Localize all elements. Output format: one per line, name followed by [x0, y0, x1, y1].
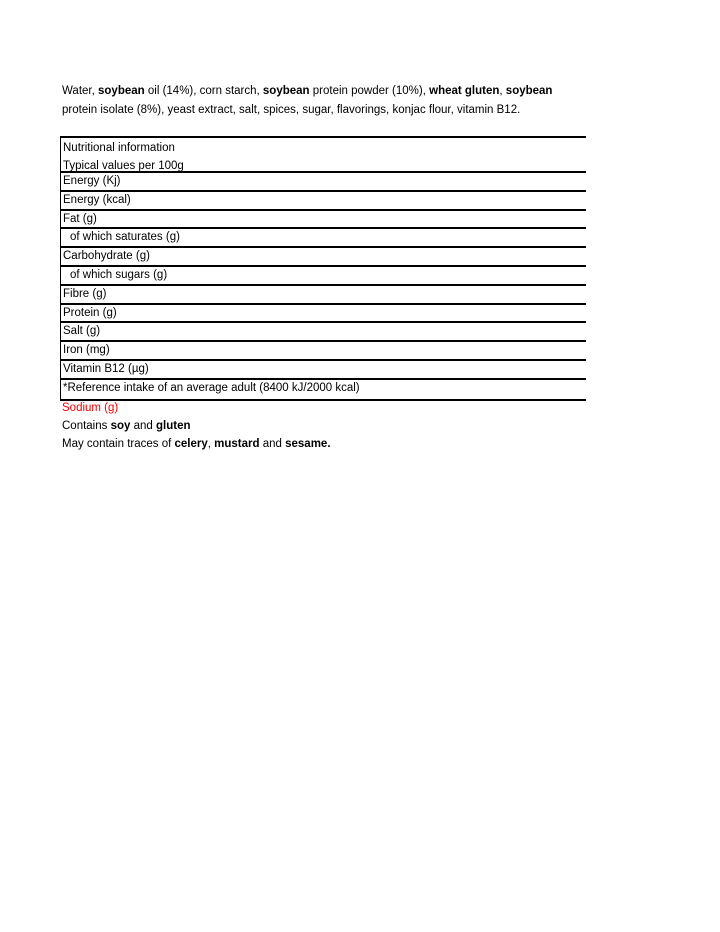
allergen-sesame: sesame.	[285, 438, 331, 450]
nutrition-footnote: *Reference intake of an average adult (8400 kJ/2000 kcal)	[63, 381, 360, 394]
allergen-wheat-gluten: wheat gluten	[429, 85, 500, 97]
traces-part: May contain traces of	[62, 438, 175, 450]
allergen-gluten: gluten	[156, 420, 191, 432]
ingredients-part: protein powder (10%),	[309, 85, 430, 97]
nutrition-subtitle: Typical values per 100g	[63, 160, 184, 172]
ingredients-part: protein isolate (8%), yeast extract, salt, spices, sugar, flavorings, konjac flour, vitamin B12.	[62, 104, 521, 116]
nutrition-row-energy-kcal: Energy (kcal)	[61, 192, 586, 211]
nutrition-row-energy-kj: Energy (Kj)	[61, 173, 586, 192]
sodium-label: Sodium (g)	[62, 402, 119, 414]
allergen-soybean: soybean	[505, 85, 553, 97]
nutrition-table	[60, 136, 586, 401]
nutrition-row-salt: Salt (g)	[61, 323, 586, 342]
nutrition-row-fibre: Fibre (g)	[61, 286, 586, 305]
nutrition-title: Nutritional information	[63, 142, 175, 154]
nutrition-row-vitamin-b12: Vitamin B12 (µg)	[61, 361, 586, 380]
nutrition-header	[61, 138, 586, 173]
allergen-mustard: mustard	[214, 438, 260, 450]
allergen-soy: soy	[110, 420, 131, 432]
traces-statement	[62, 436, 331, 453]
nutrition-row-sugars: of which sugars (g)	[61, 267, 586, 286]
contains-statement	[62, 418, 191, 435]
allergen-soybean: soybean	[262, 85, 310, 97]
contains-part: and	[130, 420, 156, 432]
nutrition-row-iron: Iron (mg)	[61, 342, 586, 361]
traces-part: and	[259, 438, 286, 450]
nutrition-row-carbohydrate: Carbohydrate (g)	[61, 248, 586, 267]
allergen-soybean: soybean	[98, 85, 145, 97]
ingredients-part: ,	[499, 85, 506, 97]
nutrition-row-saturates: of which saturates (g)	[61, 229, 586, 248]
contains-part: Contains	[62, 420, 111, 432]
ingredients-text	[62, 82, 582, 120]
nutrition-row-protein: Protein (g)	[61, 305, 586, 324]
ingredients-part: Water,	[62, 85, 98, 97]
ingredients-part: oil (14%), corn starch,	[144, 85, 263, 97]
traces-part: ,	[207, 438, 215, 450]
allergen-celery: celery	[174, 438, 208, 450]
nutrition-row-fat: Fat (g)	[61, 211, 586, 230]
